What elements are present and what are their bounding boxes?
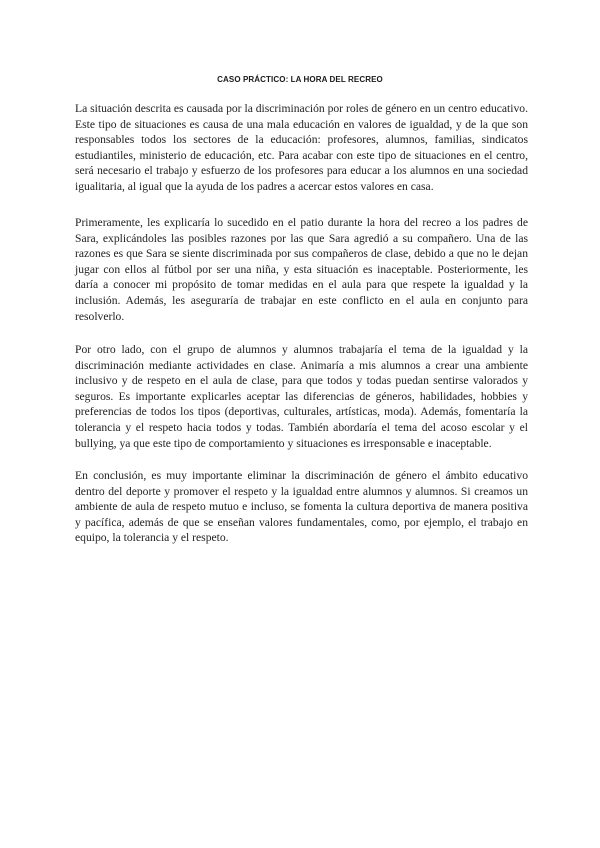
- paragraph-introduction: La situación descrita es causada por la discriminación por roles de género en un centro educativo. Este tipo de situaciones es causa de una mala educación en valores de igualdad, y de la que son responsables todos los sectores de la educación: profesores, alumnos, familias, sindicatos estudiantiles, ministerio de educación, etc. Para acabar con este tipo de situaciones en el centro, será necesario el trabajo y esfuerzo de los profesores para educar a los alumnos en una sociedad igualitaria, al igual que la ayuda de los padres a acercar estos valores en casa.: [75, 102, 528, 193]
- paragraph-students: Por otro lado, con el grupo de alumnos y alumnos trabajaría el tema de la igualdad y la discriminación mediante actividades en clase. Animaría a mis alumnos a crear una ambiente inclusivo y de respeto en el aula de clase, para que todos y todas puedan sentirse valorados y seguros. Es importante explicarles aceptar las diferencias de géneros, habilidades, hobbies y preferencias de todos los tipos (deportivas, culturales, artísticas, moda). Además, fomentaría la tolerancia y el respeto hacia todos y todas. También abordaría el tema del acoso escolar y el bullying, ya que este tipo de comportamiento y situaciones es irresponsable e inaceptable.: [75, 343, 528, 450]
- paragraph-conclusion: En conclusión, es muy importante eliminar la discriminación de género el ámbito educativo dentro del deporte y promover el respeto y la igualdad entre alumnos y alumnos. Si creamos un ambiente de aula de respeto mutuo e incluso, se fomenta la cultura deportiva de manera positiva y pacífica, además de que se enseñan valores fundamentales, como, por ejemplo, el trabajo en equipo, la tolerancia y el respeto.: [75, 469, 528, 545]
- paragraph-parents: Primeramente, les explicaría lo sucedido en el patio durante la hora del recreo a los padres de Sara, explicándoles las posibles razones por las que Sara agredió a su compañero. Una de las razones es que Sara se siente discriminada por sus compañeros de clase, debido a que no le dejan jugar con ellos al fútbol por ser una niña, y esta situación es inaceptable. Posteriormente, les daría a conocer mi propósito de tomar medidas en el aula para que respete la igualdad y la inclusión. Además, les aseguraría de trabajar en este conflicto en el aula en conjunto para resolverlo.: [75, 216, 528, 323]
- page-title: CASO PRÁCTICO: LA HORA DEL RECREO: [217, 75, 383, 84]
